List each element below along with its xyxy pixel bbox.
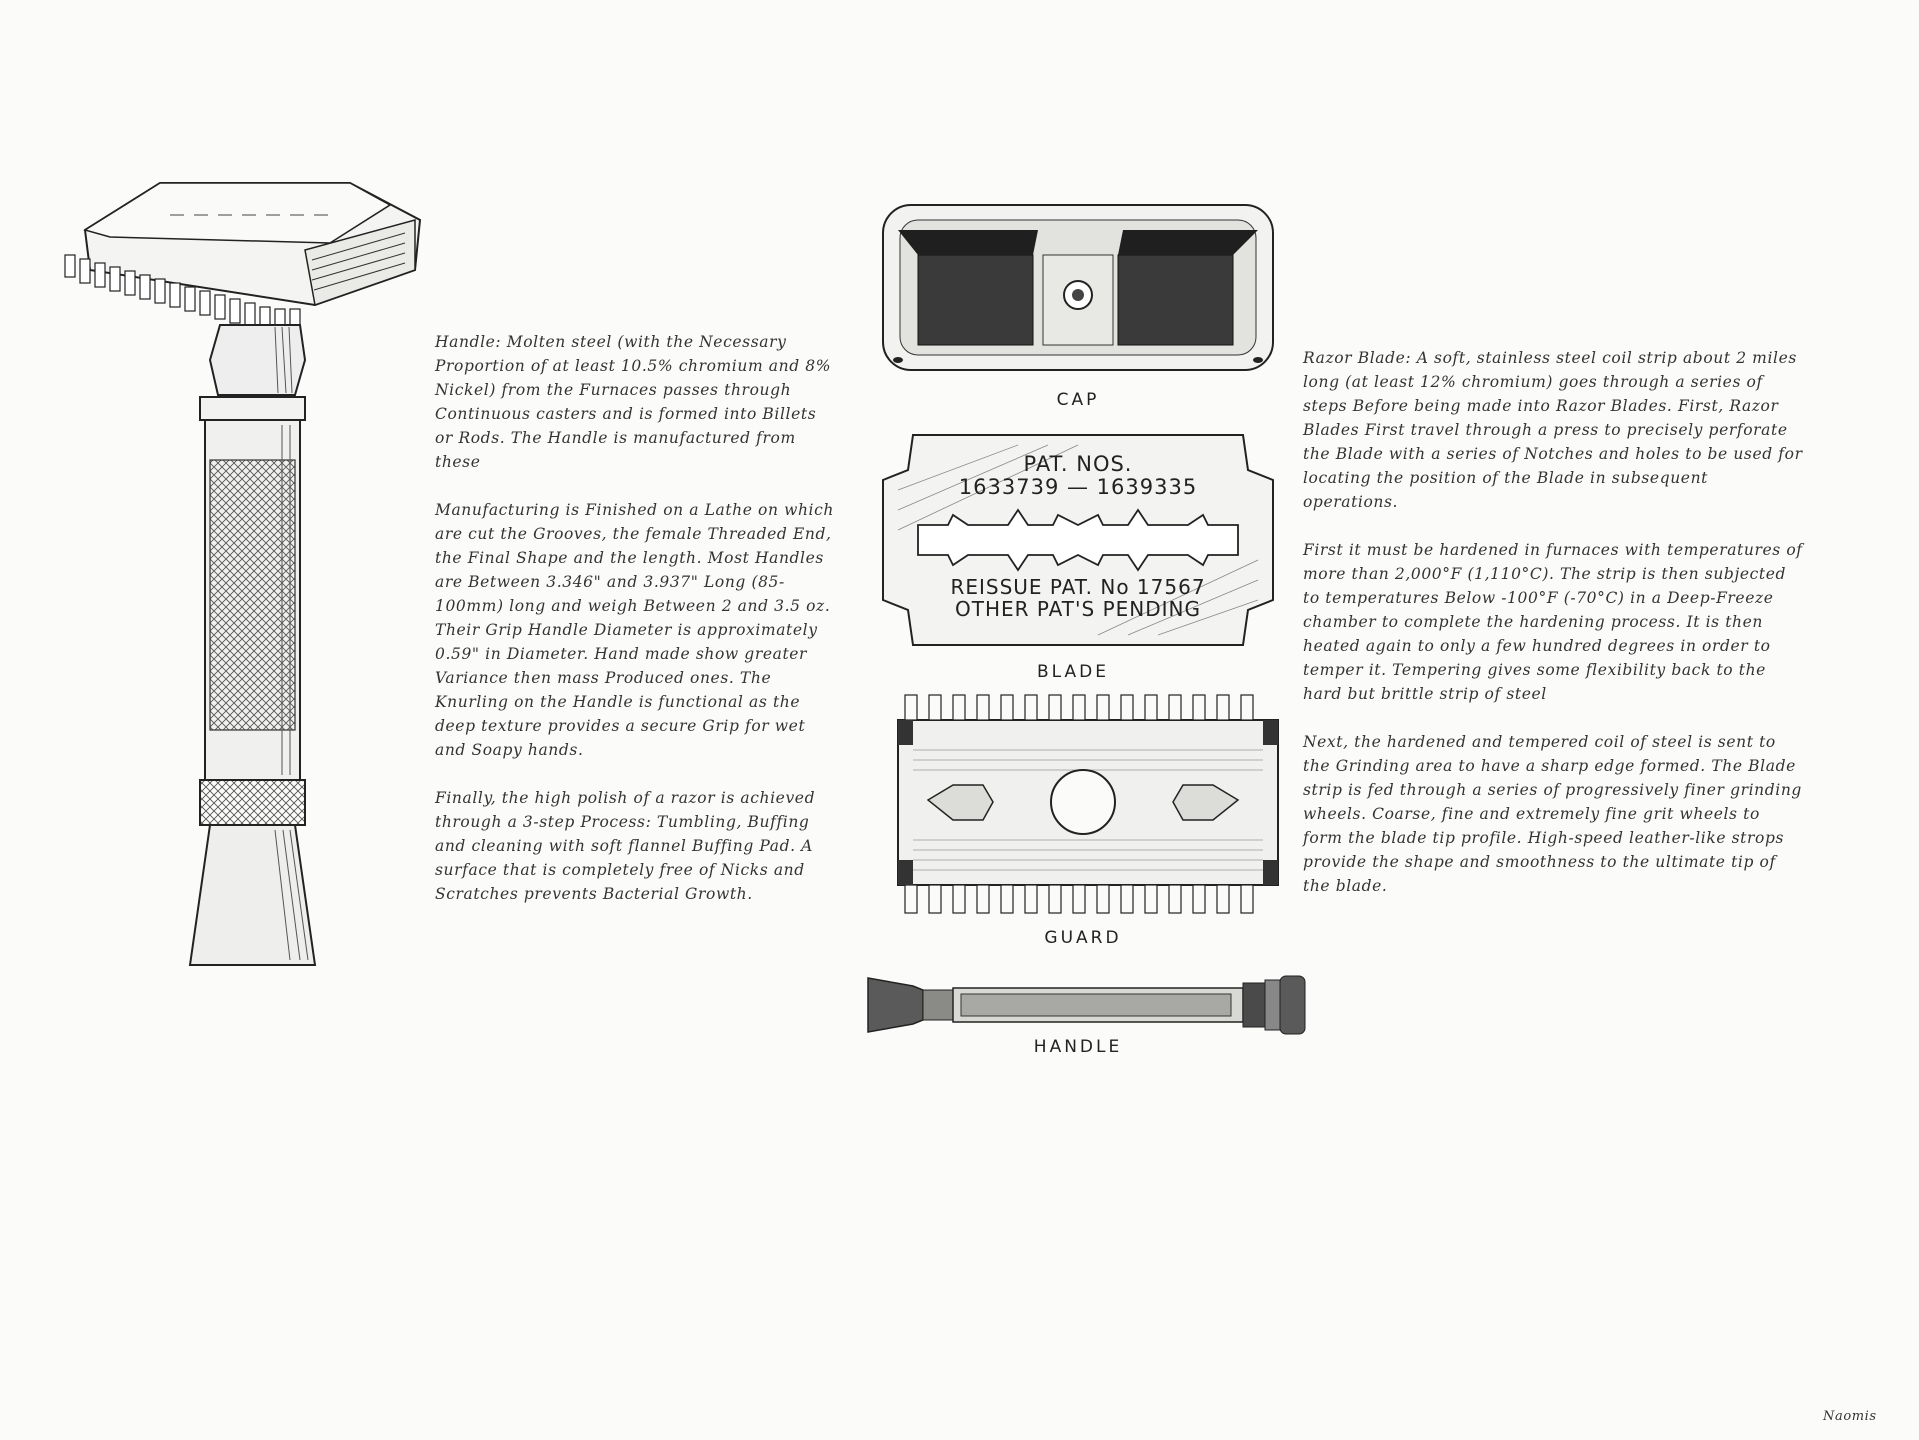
blade-reissue-pat: REISSUE PAT. No 17567	[950, 575, 1206, 599]
handle-manufacturing-note	[435, 330, 835, 930]
blade-pat-nos: PAT. NOS.	[1023, 452, 1133, 476]
blade-note-paragraph-3: Next, the hardened and tempered coil of steel is sent to the Grinding area to have a sharp edge formed. The Blade strip is fed through a series of progressively finer grinding wheels. Coarse, fine and extremely fine grit wheels to form the blade tip profile. High-speed leather-like strops provide the shape and smoothness to the ultimate tip of the blade.	[1303, 733, 1802, 895]
razor-blade-note	[1303, 346, 1803, 922]
handle-illustration	[863, 968, 1323, 1043]
guard-illustration	[893, 690, 1283, 920]
cap-label: CAP	[1056, 390, 1100, 410]
cap-illustration	[878, 200, 1278, 375]
blade-note-paragraph-1: Razor Blade: A soft, stainless steel coil strip about 2 miles long (at least 12% chromium) goes through a series of steps Before being made into Razor Blades. First, Razor Blades First travel through a press to precisely perforate the Blade with a series of Notches and holes to be used for locating the position of the Blade in subsequent operations.	[1303, 349, 1803, 511]
handle-note-paragraph-3: Finally, the high polish of a razor is achieved through a 3-step Process: Tumbling, Buffing and cleaning with soft flannel Buffing Pad. A surface that is completely free of Nicks and Scratches prevents Bacterial Growth.	[435, 789, 816, 903]
blade-note-paragraph-2: First it must be hardened in furnaces with temperatures of more than 2,000°F (1,110°C). The strip is then subjected to temperatures Below -100°F (-70°C) in a Deep-Freeze chamber to complete the hardening process. It is then heated again to only a few hundred degrees in order to temper it. Tempering gives some flexibility back to the hard but brittle strip of steel	[1303, 541, 1803, 703]
assembled-razor-illustration	[50, 175, 430, 975]
guard-label: GUARD	[1044, 928, 1122, 948]
blade-pat-numbers: 1633739 — 1639335	[958, 475, 1198, 499]
blade-label: BLADE	[1037, 662, 1109, 682]
handle-label: HANDLE	[1033, 1037, 1123, 1057]
artist-signature: Naomis	[1823, 1409, 1877, 1424]
handle-note-paragraph-1: Handle: Molten steel (with the Necessary Proportion of at least 10.5% chromium and 8% Nickel) from the Furnaces passes through Continuous casters and is formed into Billets or Rods. The Handle is manufactured from these	[435, 333, 832, 471]
handle-note-paragraph-2: Manufacturing is Finished on a Lathe on which are cut the Grooves, the female Threaded End, the Final Shape and the length. Most Handles are Between 3.346" and 3.937" Long (85-100mm) long and weigh Between 2 and 3.5 oz. Their Grip Handle Diameter is approximately 0.59" in Diameter. Hand made show greater Variance then mass Produced ones. The Knurling on the Handle is functional as the deep texture provides a secure Grip for wet and Soapy hands.	[435, 501, 834, 759]
blade-other-pats: OTHER PAT'S PENDING	[955, 597, 1201, 621]
